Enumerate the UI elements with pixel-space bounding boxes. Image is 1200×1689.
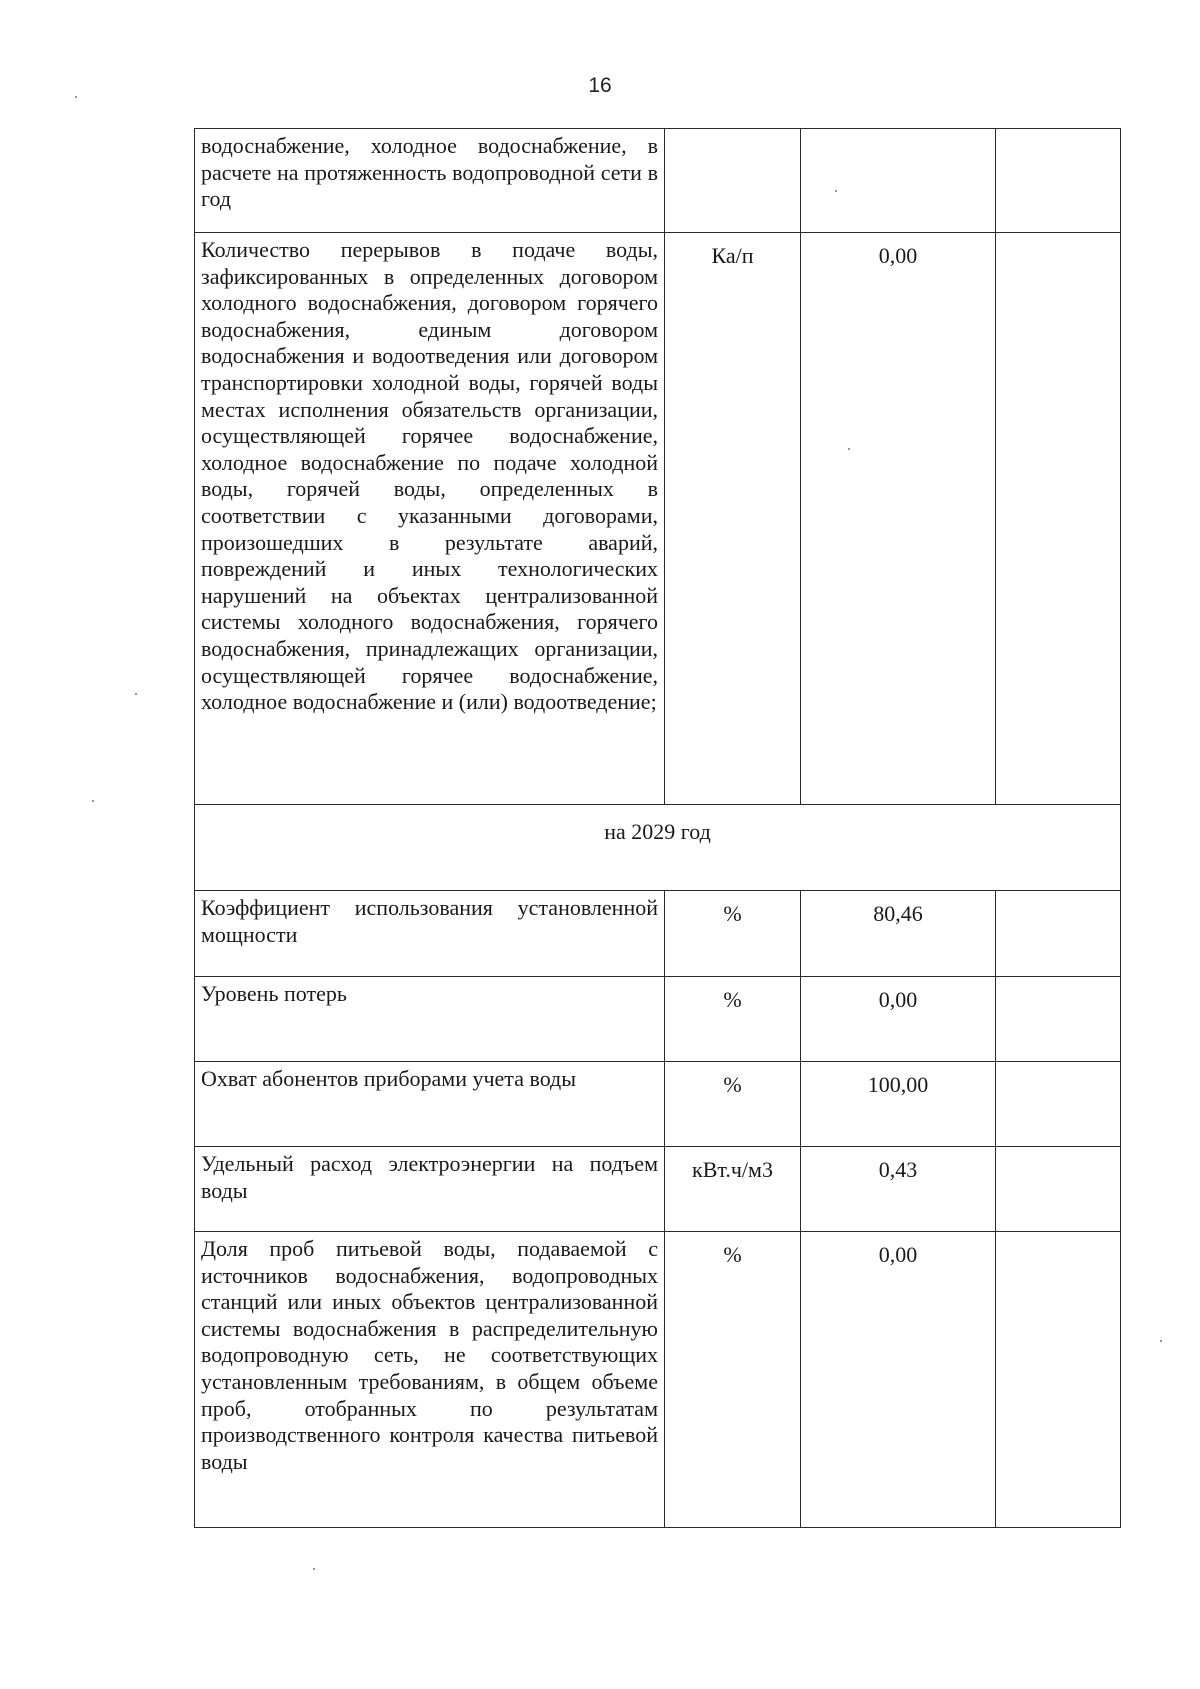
table-row (195, 1232, 1121, 1528)
indicator-extra (996, 1147, 1121, 1232)
indicator-unit: % (665, 1062, 801, 1147)
indicator-name: водоснабжение, холодное водоснабжение, в расчете на протяженность водопроводной сети в год (195, 129, 665, 233)
section-title: на 2029 год (195, 805, 1121, 891)
indicator-unit: Ка/п (665, 233, 801, 805)
indicators-table (194, 128, 1121, 1528)
table-row (195, 1147, 1121, 1232)
indicator-extra (996, 233, 1121, 805)
page-number: 16 (588, 74, 612, 97)
indicator-extra (996, 977, 1121, 1062)
table-row (195, 891, 1121, 977)
section-row (195, 805, 1121, 891)
indicator-unit (665, 129, 801, 233)
indicator-unit: кВт.ч/м3 (665, 1147, 801, 1232)
indicator-unit: % (665, 891, 801, 977)
indicator-extra (996, 129, 1121, 233)
indicator-value (801, 129, 996, 233)
indicator-name: Охват абонентов приборами учета воды (195, 1062, 665, 1147)
indicator-name: Коэффициент использования установленной мощности (195, 891, 665, 977)
table-row (195, 233, 1121, 805)
indicator-value: 0,43 (801, 1147, 996, 1232)
indicator-value: 0,00 (801, 977, 996, 1062)
indicator-value: 0,00 (801, 1232, 996, 1528)
indicator-name: Количество перерывов в подаче воды, зафиксированных в определенных договором холодного водоснабжения, договором горячего водоснабжения, единым договором водоснабжения и водоотведения или договором транспортировки холодной воды, горячей воды местах исполнения обязательств организации, осуществляющей горячее водоснабжение, холодное водоснабжение по подаче холодной воды, горячей воды, определенных в соответствии с указанными договорами, произошедших в результате аварий, повреждений и иных технологических нарушений на объектах централизованной системы холодного водоснабжения, горячего водоснабжения, принадлежащих организации, осуществляющей горячее водоснабжение, холодное водоснабжение и (или) водоотведение; (195, 233, 665, 805)
indicator-value: 80,46 (801, 891, 996, 977)
indicator-name: Уровень потерь (195, 977, 665, 1062)
indicator-extra (996, 1232, 1121, 1528)
indicator-unit: % (665, 977, 801, 1062)
indicator-extra (996, 1062, 1121, 1147)
table-row (195, 1062, 1121, 1147)
indicator-extra (996, 891, 1121, 977)
indicator-name: Удельный расход электроэнергии на подъем воды (195, 1147, 665, 1232)
indicator-value: 100,00 (801, 1062, 996, 1147)
table-row (195, 129, 1121, 233)
indicator-name: Доля проб питьевой воды, подаваемой с источников водоснабжения, водопроводных станций или иных объектов централизованной системы водоснабжения в распределительную водопроводную сеть, не соответствующих установленным требованиям, в общем объеме проб, отобранных по результатам производственного контроля качества питьевой воды (195, 1232, 665, 1528)
indicator-value: 0,00 (801, 233, 996, 805)
table-row (195, 977, 1121, 1062)
indicator-unit: % (665, 1232, 801, 1528)
